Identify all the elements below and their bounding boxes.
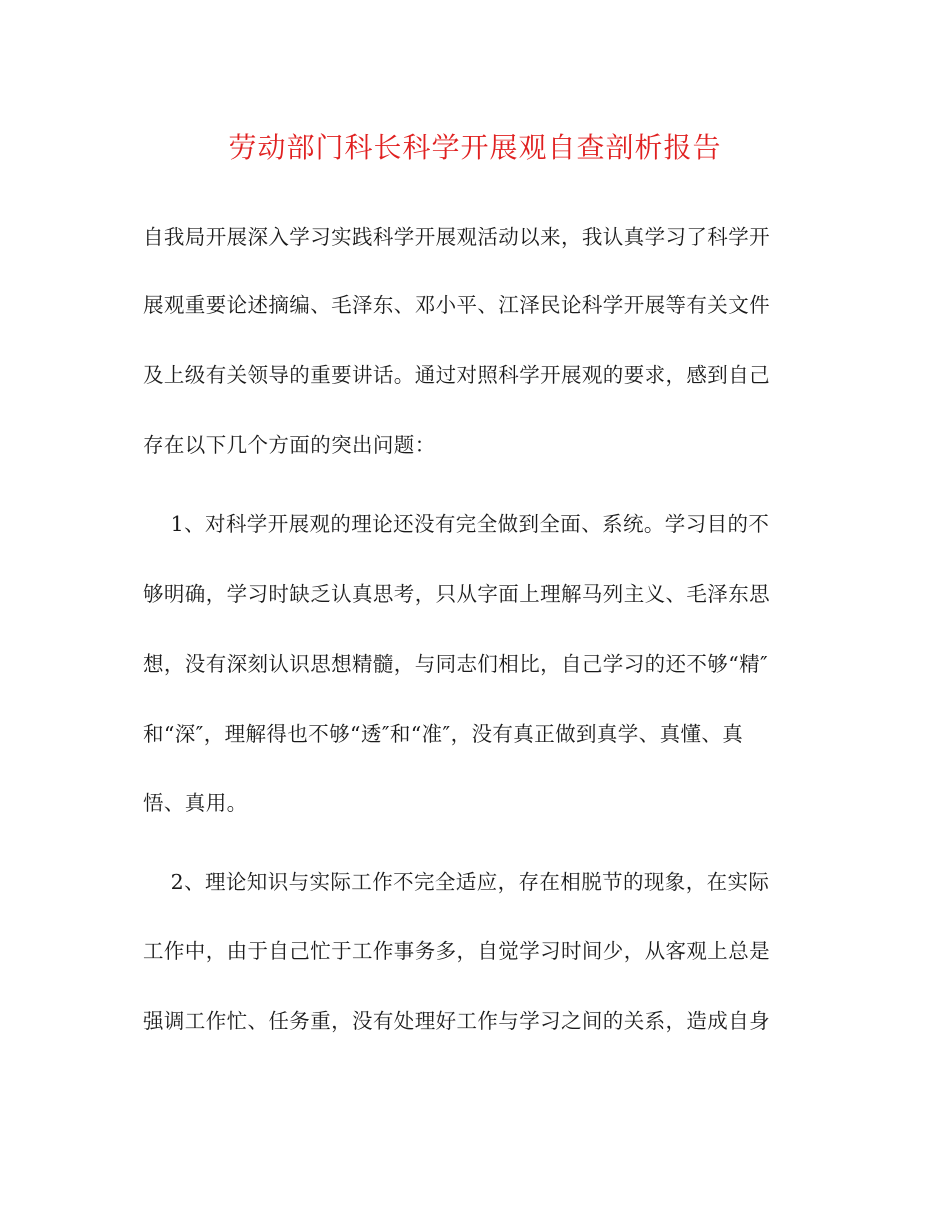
- document-title: 劳动部门科长科学开展观自查剖析报告: [228, 131, 722, 164]
- paragraph-3-line-2: 工作中，由于自己忙于工作事务多，自觉学习时间少，从客观上总是: [143, 939, 770, 963]
- paragraph-3-line-3: 强调工作忙、任务重，没有处理好工作与学习之间的关系，造成自身: [143, 1009, 770, 1033]
- paragraph-3-line-1: 2、理论知识与实际工作不完全适应，存在相脱节的现象，在实际: [143, 870, 770, 894]
- paragraph-2-line-3: 想，没有深刻认识思想精髓，与同志们相比，自己学习的还不够“精″: [143, 652, 769, 676]
- paragraph-2-line-5: 悟、真用。: [143, 791, 248, 815]
- paragraph-2-line-1: 1、对科学开展观的理论还没有完全做到全面、系统。学习目的不: [143, 512, 770, 536]
- paragraph-2-line-2: 够明确，学习时缺乏认真思考，只从字面上理解马列主义、毛泽东思: [143, 582, 770, 606]
- paragraph-1-line-1: 自我局开展深入学习实践科学开展观活动以来，我认真学习了科学开: [143, 225, 770, 249]
- paragraph-1-line-2: 展观重要论述摘编、毛泽东、邓小平、江泽民论科学开展等有关文件: [143, 293, 770, 317]
- paragraph-1-line-4: 存在以下几个方面的突出问题：: [143, 433, 436, 457]
- paragraph-2-line-4: 和“深″，理解得也不够“透″和“准″，没有真正做到真学、真懂、真: [143, 722, 744, 746]
- paragraph-1-line-3: 及上级有关领导的重要讲话。通过对照科学开展观的要求，感到自己: [143, 363, 770, 387]
